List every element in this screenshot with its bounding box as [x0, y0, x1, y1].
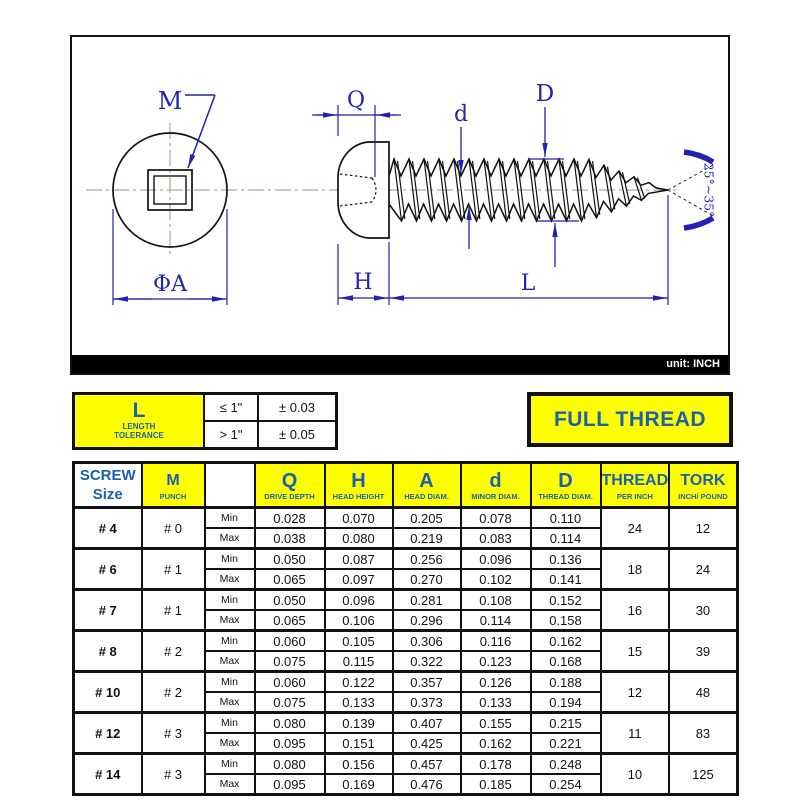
min-value-cell: 0.087	[325, 549, 393, 570]
min-value-cell: 0.105	[325, 631, 393, 652]
min-value-cell: 0.215	[531, 713, 601, 734]
spec-row-min	[74, 631, 738, 652]
label-tip-angle: 25°~35°	[701, 162, 717, 218]
max-value-cell: 0.065	[255, 569, 325, 590]
thread-per-inch-cell: 18	[601, 549, 670, 590]
length-tolerance-box	[72, 392, 338, 450]
min-value-cell: 0.162	[531, 631, 601, 652]
min-value-cell: 0.060	[255, 672, 325, 693]
min-value-cell: 0.152	[531, 590, 601, 611]
tolerance-title: L	[132, 399, 146, 422]
label-q: Q	[346, 88, 366, 113]
screw-size-cell: # 8	[74, 631, 142, 672]
tork-cell: 48	[669, 672, 737, 713]
tolerance-value: ± 0.03	[258, 394, 337, 422]
max-value-cell: 0.194	[531, 692, 601, 713]
spec-row-min	[74, 713, 738, 734]
max-value-cell: 0.373	[393, 692, 461, 713]
screw-size-cell: # 12	[74, 713, 142, 754]
header-head-diam: A HEAD DIAM.	[393, 463, 461, 508]
max-value-cell: 0.115	[325, 651, 393, 672]
min-value-cell: 0.256	[393, 549, 461, 570]
max-value-cell: 0.065	[255, 610, 325, 631]
min-label-cell: Min	[205, 549, 255, 570]
min-label-cell: Min	[205, 631, 255, 652]
max-value-cell: 0.169	[325, 774, 393, 795]
header-minmax	[205, 463, 255, 508]
max-label-cell: Max	[205, 651, 255, 672]
max-value-cell: 0.296	[393, 610, 461, 631]
min-label-cell: Min	[205, 713, 255, 734]
full-thread-label: FULL THREAD	[553, 407, 707, 431]
punch-cell: # 3	[142, 713, 205, 754]
spec-row-min	[74, 508, 738, 529]
max-value-cell: 0.075	[255, 651, 325, 672]
min-value-cell: 0.136	[531, 549, 601, 570]
max-label-cell: Max	[205, 733, 255, 754]
punch-cell: # 1	[142, 590, 205, 631]
min-value-cell: 0.139	[325, 713, 393, 734]
max-value-cell: 0.114	[461, 610, 531, 631]
min-value-cell: 0.248	[531, 754, 601, 775]
screw-size-cell: # 10	[74, 672, 142, 713]
full-thread-badge	[527, 392, 733, 447]
max-value-cell: 0.219	[393, 528, 461, 549]
max-value-cell: 0.080	[325, 528, 393, 549]
max-value-cell: 0.168	[531, 651, 601, 672]
screw-size-cell: # 4	[74, 508, 142, 549]
punch-cell: # 0	[142, 508, 205, 549]
min-label-cell: Min	[205, 672, 255, 693]
max-label-cell: Max	[205, 569, 255, 590]
max-label-cell: Max	[205, 692, 255, 713]
max-value-cell: 0.151	[325, 733, 393, 754]
max-value-cell: 0.114	[531, 528, 601, 549]
max-value-cell: 0.083	[461, 528, 531, 549]
min-value-cell: 0.457	[393, 754, 461, 775]
thread-per-inch-cell: 24	[601, 508, 670, 549]
thread-per-inch-cell: 15	[601, 631, 670, 672]
min-value-cell: 0.357	[393, 672, 461, 693]
min-value-cell: 0.205	[393, 508, 461, 529]
max-label-cell: Max	[205, 610, 255, 631]
min-value-cell: 0.070	[325, 508, 393, 529]
max-value-cell: 0.158	[531, 610, 601, 631]
max-value-cell: 0.254	[531, 774, 601, 795]
tork-cell: 24	[669, 549, 737, 590]
tolerance-title-cell	[74, 394, 205, 449]
spec-row-min	[74, 672, 738, 693]
min-value-cell: 0.096	[461, 549, 531, 570]
spec-row-min	[74, 754, 738, 775]
max-value-cell: 0.141	[531, 569, 601, 590]
max-value-cell: 0.102	[461, 569, 531, 590]
max-value-cell: 0.038	[255, 528, 325, 549]
max-value-cell: 0.095	[255, 733, 325, 754]
max-value-cell: 0.185	[461, 774, 531, 795]
max-value-cell: 0.162	[461, 733, 531, 754]
max-label-cell: Max	[205, 774, 255, 795]
thread-per-inch-cell: 12	[601, 672, 670, 713]
header-screw-size: SCREW Size	[74, 463, 142, 508]
tolerance-subtitle: LENGTH TOLERANCE	[114, 422, 164, 440]
min-value-cell: 0.281	[393, 590, 461, 611]
max-value-cell: 0.270	[393, 569, 461, 590]
min-value-cell: 0.188	[531, 672, 601, 693]
max-value-cell: 0.133	[325, 692, 393, 713]
min-value-cell: 0.126	[461, 672, 531, 693]
min-value-cell: 0.060	[255, 631, 325, 652]
min-value-cell: 0.028	[255, 508, 325, 529]
spec-table	[72, 461, 739, 796]
header-drive-depth: Q DRIVE DEPTH	[255, 463, 325, 508]
label-d-thread: D	[535, 81, 555, 107]
min-value-cell: 0.122	[325, 672, 393, 693]
label-l: L	[520, 271, 536, 296]
min-value-cell: 0.116	[461, 631, 531, 652]
punch-mark-dimension	[158, 87, 215, 168]
thread-per-inch-cell: 10	[601, 754, 670, 795]
min-value-cell: 0.110	[531, 508, 601, 529]
max-label-cell: Max	[205, 528, 255, 549]
max-value-cell: 0.133	[461, 692, 531, 713]
screw-diagram	[72, 37, 728, 353]
header-minor-diam: d MINOR DIAM.	[461, 463, 531, 508]
max-value-cell: 0.476	[393, 774, 461, 795]
thread-per-inch-cell: 16	[601, 590, 670, 631]
max-value-cell: 0.123	[461, 651, 531, 672]
label-d-minor: d	[453, 102, 469, 127]
min-value-cell: 0.080	[255, 754, 325, 775]
header-thread-per-inch: THREAD PER INCH	[601, 463, 670, 508]
header-punch: M PUNCH	[142, 463, 205, 508]
min-value-cell: 0.108	[461, 590, 531, 611]
side-view-head	[338, 142, 389, 238]
min-value-cell: 0.156	[325, 754, 393, 775]
min-value-cell: 0.155	[461, 713, 531, 734]
tork-cell: 12	[669, 508, 737, 549]
label-phi-a: ΦA	[153, 272, 187, 297]
min-value-cell: 0.078	[461, 508, 531, 529]
punch-cell: # 3	[142, 754, 205, 795]
header-thread-diam: D THREAD DIAM.	[531, 463, 601, 508]
max-value-cell: 0.106	[325, 610, 393, 631]
tork-cell: 125	[669, 754, 737, 795]
spec-header-row	[74, 463, 738, 508]
min-value-cell: 0.080	[255, 713, 325, 734]
max-value-cell: 0.097	[325, 569, 393, 590]
tolerance-range: ≤ 1"	[204, 394, 258, 422]
min-value-cell: 0.407	[393, 713, 461, 734]
tork-cell: 30	[669, 590, 737, 631]
tork-cell: 39	[669, 631, 737, 672]
min-label-cell: Min	[205, 590, 255, 611]
head-height-dimension	[338, 242, 389, 305]
tolerance-range: > 1"	[204, 421, 258, 449]
unit-note-bar	[72, 355, 728, 373]
max-value-cell: 0.221	[531, 733, 601, 754]
punch-cell: # 2	[142, 631, 205, 672]
tork-cell: 83	[669, 713, 737, 754]
min-value-cell: 0.096	[325, 590, 393, 611]
max-value-cell: 0.075	[255, 692, 325, 713]
min-value-cell: 0.050	[255, 590, 325, 611]
min-value-cell: 0.178	[461, 754, 531, 775]
max-value-cell: 0.095	[255, 774, 325, 795]
min-label-cell: Min	[205, 508, 255, 529]
header-tork: TORK INCH/ POUND	[669, 463, 737, 508]
punch-cell: # 2	[142, 672, 205, 713]
spec-row-min	[74, 549, 738, 570]
min-value-cell: 0.306	[393, 631, 461, 652]
screw-size-cell: # 7	[74, 590, 142, 631]
screw-size-cell: # 14	[74, 754, 142, 795]
label-h: H	[353, 270, 373, 295]
min-label-cell: Min	[205, 754, 255, 775]
min-value-cell: 0.050	[255, 549, 325, 570]
max-value-cell: 0.425	[393, 733, 461, 754]
screw-size-cell: # 6	[74, 549, 142, 590]
max-value-cell: 0.322	[393, 651, 461, 672]
spec-row-min	[74, 590, 738, 611]
thread-per-inch-cell: 11	[601, 713, 670, 754]
label-m: M	[157, 87, 183, 115]
unit-note: unit: INCH	[666, 358, 720, 370]
header-head-height: H HEAD HEIGHT	[325, 463, 393, 508]
punch-cell: # 1	[142, 549, 205, 590]
technical-drawing-panel	[70, 35, 730, 375]
tolerance-value: ± 0.05	[258, 421, 337, 449]
